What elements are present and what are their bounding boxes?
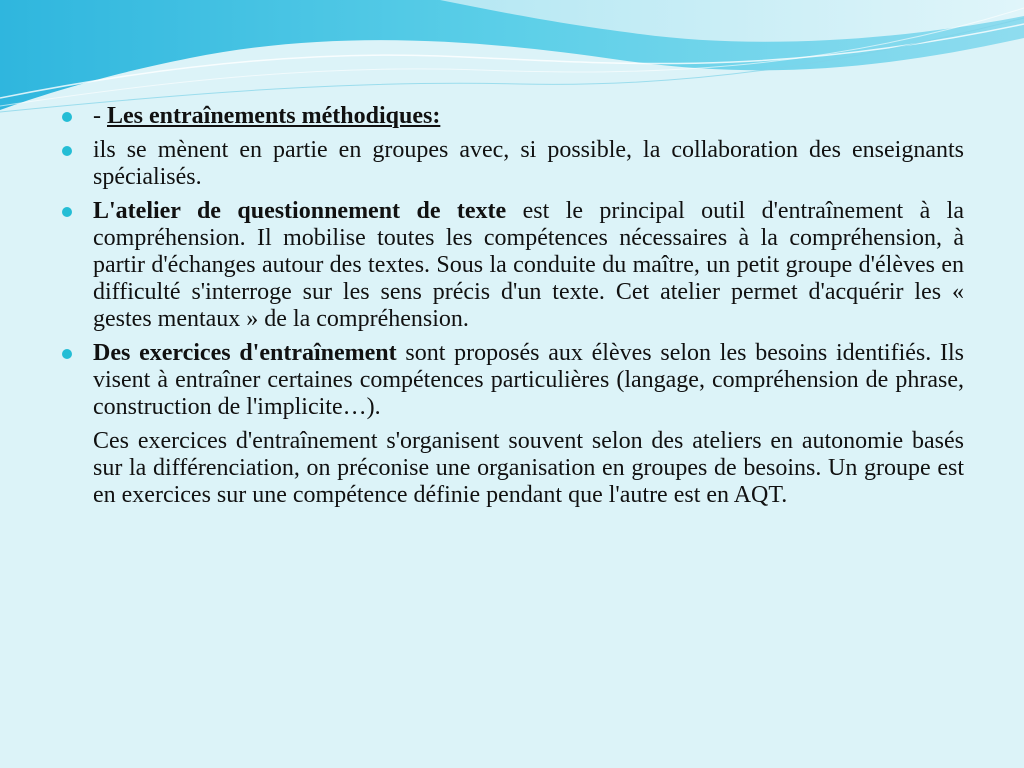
bullet-dot-icon <box>62 349 72 359</box>
bullet-item-3 <box>62 198 964 333</box>
bullet-bold-lead: L'atelier de questionnement de texte <box>93 198 507 224</box>
continuation-paragraph: Ces exercices d'entraînement s'organisent souvent selon des ateliers en autonomie basés sur la différenciation, on préconise une organisation en groupes de besoins. Un groupe est en exercices sur une compétence définie pendant que l'autre est en AQT. <box>93 428 964 508</box>
bullet-bold-lead: Des exercices d'entraînement <box>93 340 397 366</box>
header-wave-decoration <box>0 0 1024 120</box>
section-heading: Les entraînements méthodiques: <box>107 103 441 129</box>
bullet-text: ils se mènent en partie en groupes avec, si possible, la collaboration des enseignants spécialisés. <box>93 137 964 190</box>
bullet-prefix: - <box>93 103 107 129</box>
bullet-text: est le principal outil d'entraînement à la compréhension. Il mobilise toutes les compétences nécessaires à la compréhension, à partir d'échanges autour des textes. Sous la conduite du maître, un petit groupe d'élèves en difficulté s'interroge sur les sens précis d'un texte. Cet atelier permet d'acquérir les « gestes mentaux » de la compréhension. <box>93 198 964 332</box>
bullet-item-2 <box>62 137 964 191</box>
bullet-text: sont proposés aux élèves selon les besoins identifiés. Ils visent à entraîner certaines compétences particulières (langage, compréhension de phrase, construction de l'implicite…). <box>93 340 965 420</box>
bullet-dot-icon <box>62 146 72 156</box>
bullet-dot-icon <box>62 207 72 217</box>
bullet-dot-icon <box>62 112 72 122</box>
bullet-item-4 <box>62 340 964 421</box>
slide-content <box>62 103 964 509</box>
bullet-item-1 <box>62 103 964 130</box>
